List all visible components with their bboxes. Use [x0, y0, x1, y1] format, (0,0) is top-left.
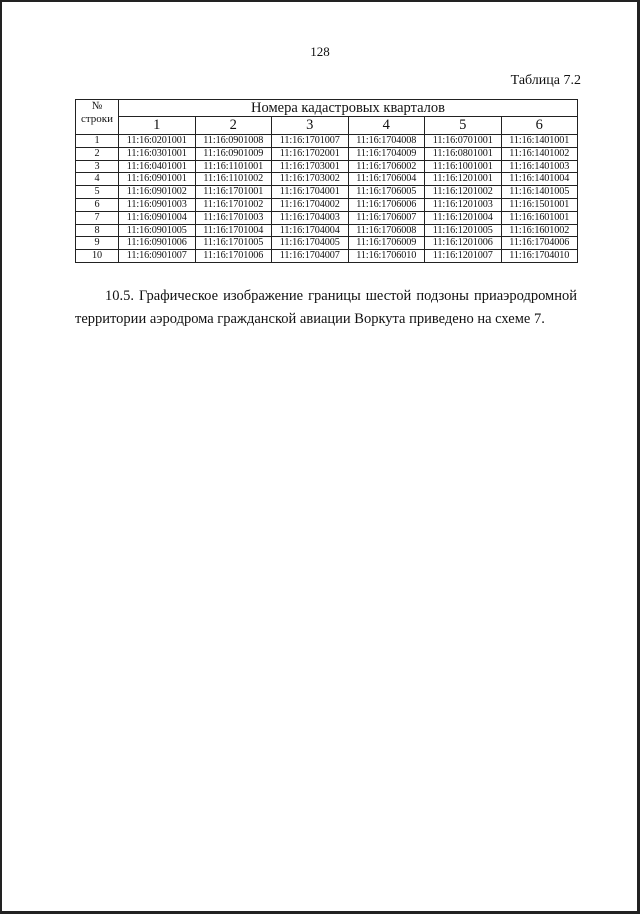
cadastral-number-cell: 11:16:1401005	[501, 186, 578, 199]
cadastral-number-cell: 11:16:1706004	[348, 173, 425, 186]
row-number-header-label: строки	[80, 113, 114, 125]
table-row	[76, 250, 578, 263]
cadastral-number-cell: 11:16:1706008	[348, 224, 425, 237]
cadastral-number-cell: 11:16:1704002	[272, 198, 349, 211]
column-header: 3	[272, 117, 349, 135]
cadastral-number-cell: 11:16:1201004	[425, 211, 502, 224]
cadastral-number-cell: 11:16:1704007	[272, 250, 349, 263]
column-header: 1	[119, 117, 196, 135]
row-number-cell: 2	[76, 147, 119, 160]
cadastral-number-cell: 11:16:1001001	[425, 160, 502, 173]
row-number-cell: 7	[76, 211, 119, 224]
cadastral-number-cell: 11:16:1201002	[425, 186, 502, 199]
table-row	[76, 147, 578, 160]
cadastral-number-cell: 11:16:0901009	[195, 147, 272, 160]
cadastral-number-cell: 11:16:0701001	[425, 135, 502, 148]
cadastral-number-cell: 11:16:1706009	[348, 237, 425, 250]
cadastral-number-cell: 11:16:0901001	[119, 173, 196, 186]
row-number-cell: 5	[76, 186, 119, 199]
cadastral-number-cell: 11:16:1703001	[272, 160, 349, 173]
cadastral-number-cell: 11:16:1701007	[272, 135, 349, 148]
cadastral-number-cell: 11:16:1101001	[195, 160, 272, 173]
row-number-cell: 1	[76, 135, 119, 148]
row-number-cell: 4	[76, 173, 119, 186]
cadastral-number-cell: 11:16:0301001	[119, 147, 196, 160]
cadastral-number-cell: 11:16:1704009	[348, 147, 425, 160]
cadastral-number-cell: 11:16:1701003	[195, 211, 272, 224]
cadastral-number-cell: 11:16:0901006	[119, 237, 196, 250]
cadastral-number-cell: 11:16:0201001	[119, 135, 196, 148]
cadastral-number-cell: 11:16:0901007	[119, 250, 196, 263]
body-paragraph	[75, 285, 577, 331]
cadastral-number-cell: 11:16:1701004	[195, 224, 272, 237]
cadastral-number-cell: 11:16:1704004	[272, 224, 349, 237]
column-header: 2	[195, 117, 272, 135]
cadastral-number-cell: 11:16:1704010	[501, 250, 578, 263]
table-row	[76, 173, 578, 186]
cadastral-number-cell: 11:16:1706005	[348, 186, 425, 199]
column-header: 4	[348, 117, 425, 135]
cadastral-number-cell: 11:16:1601002	[501, 224, 578, 237]
cadastral-number-cell: 11:16:1704006	[501, 237, 578, 250]
cadastral-number-cell: 11:16:0901005	[119, 224, 196, 237]
cadastral-number-cell: 11:16:1401002	[501, 147, 578, 160]
cadastral-number-cell: 11:16:1201005	[425, 224, 502, 237]
cadastral-number-cell: 11:16:0901002	[119, 186, 196, 199]
row-number-cell: 6	[76, 198, 119, 211]
table-row	[76, 135, 578, 148]
cadastral-number-cell: 11:16:1704005	[272, 237, 349, 250]
cadastral-number-cell: 11:16:1201001	[425, 173, 502, 186]
cadastral-number-cell: 11:16:1101002	[195, 173, 272, 186]
table-row	[76, 211, 578, 224]
row-number-header	[76, 100, 119, 135]
cadastral-number-cell: 11:16:1704008	[348, 135, 425, 148]
cadastral-number-cell: 11:16:1706002	[348, 160, 425, 173]
cadastral-number-cell: 11:16:1201006	[425, 237, 502, 250]
table-body	[76, 135, 578, 263]
table-row	[76, 186, 578, 199]
group-header: Номера кадастровых кварталов	[119, 100, 578, 117]
cadastral-number-cell: 11:16:1401004	[501, 173, 578, 186]
cadastral-number-cell: 11:16:1706006	[348, 198, 425, 211]
cadastral-quarters-table	[75, 99, 578, 263]
table-caption: Таблица 7.2	[510, 73, 581, 88]
row-number-cell: 3	[76, 160, 119, 173]
cadastral-number-cell: 11:16:1201007	[425, 250, 502, 263]
cadastral-number-cell: 11:16:1704001	[272, 186, 349, 199]
cadastral-number-cell: 11:16:1701001	[195, 186, 272, 199]
table-row	[76, 160, 578, 173]
cadastral-number-cell: 11:16:1706007	[348, 211, 425, 224]
cadastral-number-cell: 11:16:1706010	[348, 250, 425, 263]
table-row	[76, 224, 578, 237]
cadastral-number-cell: 11:16:0901004	[119, 211, 196, 224]
table-row	[76, 198, 578, 211]
cadastral-number-cell: 11:16:1701002	[195, 198, 272, 211]
cadastral-number-cell: 11:16:0401001	[119, 160, 196, 173]
paragraph-line-2: территории аэродрома гражданской авиации Воркута приведено на схеме 7.	[75, 311, 545, 327]
cadastral-number-cell: 11:16:1501001	[501, 198, 578, 211]
cadastral-number-cell: 11:16:0901003	[119, 198, 196, 211]
cadastral-number-cell: 11:16:1703002	[272, 173, 349, 186]
cadastral-number-cell: 11:16:0801001	[425, 147, 502, 160]
column-header: 6	[501, 117, 578, 135]
cadastral-number-cell: 11:16:1401001	[501, 135, 578, 148]
page-number: 128	[310, 44, 330, 59]
paragraph-line-1: 10.5. Графическое изображение границы шестой подзоны приаэродромной	[105, 288, 577, 304]
cadastral-number-cell: 11:16:1601001	[501, 211, 578, 224]
cadastral-number-cell: 11:16:1201003	[425, 198, 502, 211]
row-number-header-symbol: №	[91, 100, 103, 112]
cadastral-number-cell: 11:16:1701006	[195, 250, 272, 263]
cadastral-number-cell: 11:16:1704003	[272, 211, 349, 224]
table-row	[76, 237, 578, 250]
cadastral-number-cell: 11:16:0901008	[195, 135, 272, 148]
column-header: 5	[425, 117, 502, 135]
row-number-cell: 9	[76, 237, 119, 250]
row-number-cell: 10	[76, 250, 119, 263]
column-header-row	[76, 117, 578, 135]
cadastral-number-cell: 11:16:1702001	[272, 147, 349, 160]
cadastral-number-cell: 11:16:1401003	[501, 160, 578, 173]
cadastral-number-cell: 11:16:1701005	[195, 237, 272, 250]
row-number-cell: 8	[76, 224, 119, 237]
